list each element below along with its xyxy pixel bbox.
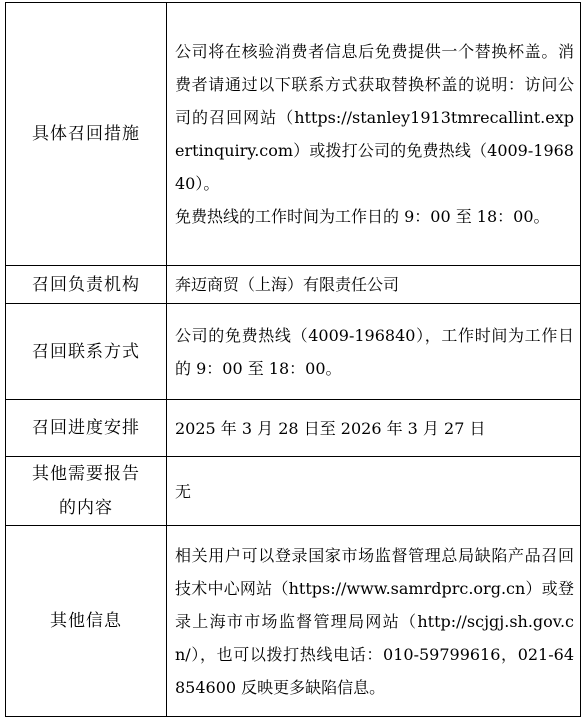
row-recall-measures: [6, 3, 581, 266]
row-recall-organization: [6, 266, 581, 304]
recall-measures-label: 具体召回措施: [6, 3, 167, 266]
recall-contact-value: 公司的免费热线（4009-196840），工作时间为工作日的 9：00 至 18：00。: [167, 304, 581, 400]
recall-contact-label: 召回联系方式: [6, 304, 167, 400]
recall-schedule-label: 召回进度安排: [6, 400, 167, 457]
recall-schedule-value: 2025 年 3 月 28 日至 2026 年 3 月 27 日: [167, 400, 581, 457]
recall-measures-paragraph-1: 公司将在核验消费者信息后免费提供一个替换杯盖。消费者请通过以下联系方式获取替换杯盖的说明：访问公司的召回网站（https://stanley1913tmrecallint.expertinquiry.com）或拨打公司的免费热线（4009-196840）。: [175, 42, 574, 193]
other-report-label: 其他需要报告的内容: [6, 457, 167, 526]
recall-organization-value: 奔迈商贸（上海）有限责任公司: [167, 266, 581, 304]
recall-measures-value: [167, 3, 581, 266]
row-recall-schedule: [6, 400, 581, 457]
recall-info-table: [5, 2, 581, 717]
other-report-value: 无: [167, 457, 581, 526]
other-info-label: 其他信息: [6, 526, 167, 717]
row-other-info: [6, 526, 581, 717]
row-other-report: [6, 457, 581, 526]
row-recall-contact: [6, 304, 581, 400]
other-info-value: 相关用户可以登录国家市场监督管理总局缺陷产品召回技术中心网站（https://www.samrdprc.org.cn）或登录上海市市场监督管理局网站（http://scjgj.sh.gov.cn/），也可以拨打热线电话：010-59799616，021-64854600 反映更多缺陷信息。: [167, 526, 581, 717]
recall-measures-paragraph-2: 免费热线的工作时间为工作日的 9：00 至 18：00。: [175, 207, 550, 226]
recall-organization-label: 召回负责机构: [6, 266, 167, 304]
